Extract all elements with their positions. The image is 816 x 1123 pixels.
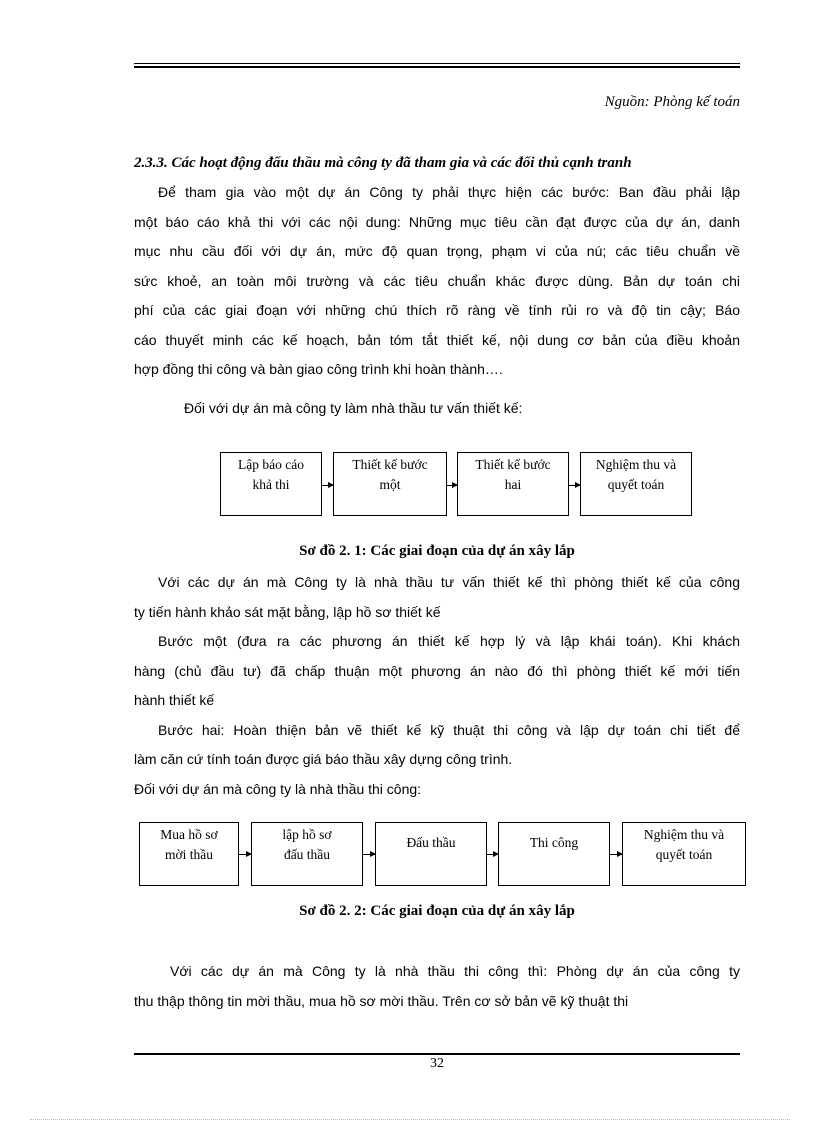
box-line: một (379, 477, 401, 492)
arrow-icon (322, 485, 333, 486)
text-line: Với các dự án mà Công ty là nhà thầu tư vấn thiết kế thì phòng thiết kế của công (158, 574, 740, 590)
arrow-icon (363, 854, 375, 855)
flow-box (375, 822, 487, 886)
design-intro (134, 394, 740, 424)
text-line: ty tiến hành khảo sát mặt bằng, lập hồ sơ thiết kế (134, 603, 441, 620)
box-line: Thi công (529, 835, 579, 850)
diagram-2-caption: Sơ đồ 2. 2: Các giai đoạn của dự án xây lắp (299, 903, 575, 919)
text-line: Đối với dự án mà công ty là nhà thầu thi công: (134, 780, 422, 797)
box-line: Lập báo cáo (238, 457, 304, 472)
text-line: cáo thuyết minh các kế hoạch, bản tóm tắt thiết kế, nội dung cơ bản của điều khoản (134, 331, 740, 348)
box-line: Nghiệm thu và (643, 827, 725, 842)
text-line: thu thập thông tin mời thầu, mua hồ sơ mời thầu. Trên cơ sở bản vẽ kỹ thuật thi (134, 992, 629, 1009)
text-line: Để tham gia vào một dự án Công ty phải thực hiện các bước: Ban đầu phải lập (158, 184, 740, 200)
source-note: Nguồn: Phòng kế toán (604, 94, 740, 110)
box-line: đấu thầu (283, 847, 331, 862)
flow-box (220, 452, 322, 516)
closing-paragraph (134, 957, 740, 1016)
flow-box (251, 822, 363, 886)
box-line: hai (504, 477, 522, 492)
text-line: phí của các giai đoạn với những chú thích rõ ràng về tính rủi ro và độ tin cậy; Báo (134, 302, 740, 318)
design-paragraph (134, 568, 740, 804)
box-line: khả thi (252, 477, 290, 492)
arrow-icon (569, 485, 580, 486)
arrow-icon (487, 854, 498, 855)
flow-box (457, 452, 569, 516)
intro-paragraph (134, 178, 740, 385)
section-heading: 2.3.3. Các hoạt động đấu thầu mà công ty đã tham gia và các đối thủ cạnh tranh (134, 155, 632, 171)
diagram-1-caption: Sơ đồ 2. 1: Các giai đoạn của dự án xây lắp (299, 543, 575, 559)
box-line: Thiết kế bước (475, 457, 551, 472)
text-line: một báo cáo khả thi với các nội dung: Những mục tiêu cần đạt được của dự án, danh (134, 213, 740, 230)
text-line: hành thiết kế (134, 692, 215, 708)
arrow-icon (447, 485, 457, 486)
box-line: mời thầu (164, 847, 213, 862)
page-edge-divider (30, 1119, 790, 1120)
box-line: Thiết kế bước (352, 457, 428, 472)
text-line: Bước một (đưa ra các phương án thiết kế hợp lý và lập khái toán). Khi khách (158, 633, 740, 649)
box-line: Đấu thầu (406, 835, 456, 850)
footer-rule (134, 1053, 740, 1055)
box-line: lập hồ sơ (282, 827, 332, 842)
text-line: làm căn cứ tính toán được giá báo thầu xây dựng công trình. (134, 751, 513, 767)
flow-box (139, 822, 239, 886)
box-line: Mua hồ sơ (160, 827, 218, 842)
box-line: Nghiệm thu và (595, 457, 677, 472)
flow-box (498, 822, 610, 886)
header-rule (134, 63, 740, 68)
text-line: Đối với dự án mà công ty làm nhà thầu tư vấn thiết kế: (184, 400, 523, 416)
flow-box (580, 452, 692, 516)
text-line: sức khoẻ, an toàn môi trường và các tiêu chuẩn khác được dùng. Bản dự toán chi (134, 272, 740, 289)
page-number: 32 (430, 1056, 444, 1071)
box-line: quyết toán (655, 847, 713, 862)
text-line: Bước hai: Hoàn thiện bản vẽ thiết kế kỹ thuật thi công và lập dự toán chi tiết để (158, 721, 740, 738)
box-line: quyết toán (607, 477, 665, 492)
flow-box (333, 452, 447, 516)
text-line: Với các dự án mà Công ty là nhà thầu thi công thì: Phòng dự án của công ty (170, 963, 740, 979)
text-line: hợp đồng thi công và bàn giao công trình khi hoàn thành…. (134, 361, 503, 377)
text-line: mục nhu cầu đối với dự án, mức độ quan trọng, phạm vi của nú; các tiêu chuẩn về (134, 243, 740, 259)
arrow-icon (610, 854, 622, 855)
flow-box (622, 822, 746, 886)
arrow-icon (239, 854, 251, 855)
text-line: hàng (chủ đầu tư) đã chấp thuận một phương án nào đó thì phòng thiết kế mới tiến (134, 662, 740, 679)
